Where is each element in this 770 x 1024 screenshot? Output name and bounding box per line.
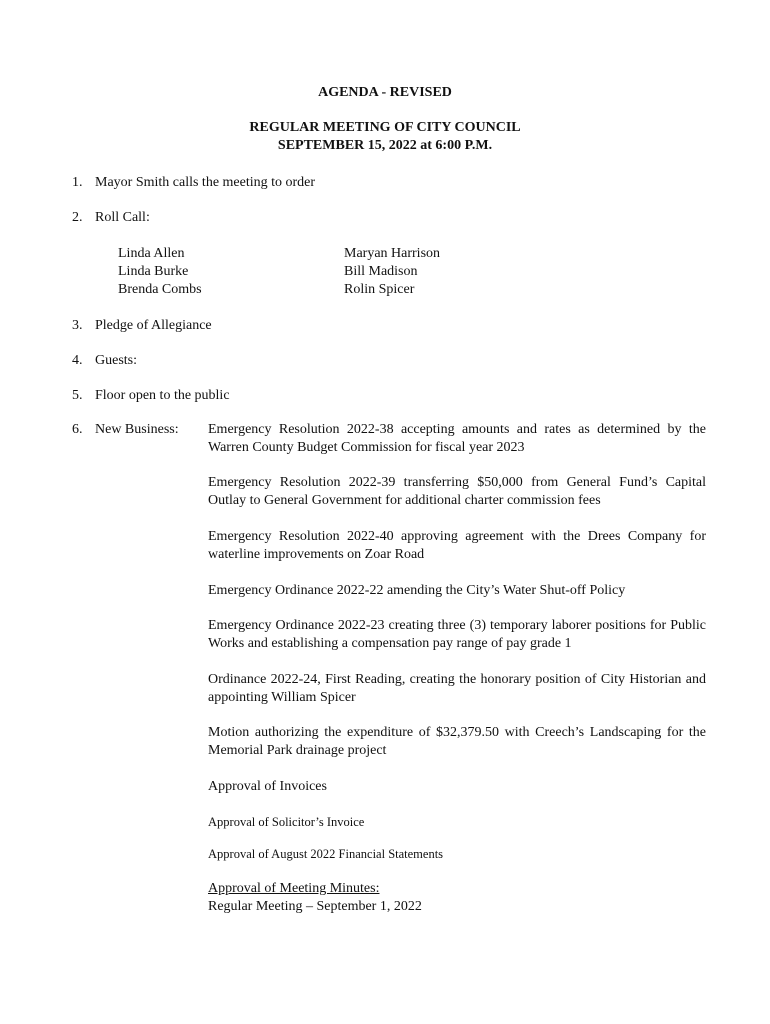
roll-call-name: Bill Madison [344,264,418,279]
agenda-title: AGENDA - REVISED [318,85,452,100]
new-business-item: Emergency Ordinance 2022-22 amending the City’s Water Shut-off Policy [208,583,626,598]
roll-call-name: Rolin Spicer [344,282,415,297]
new-business-item: Emergency Resolution 2022-38 accepting amounts and rates as determined by the Warren County Budget Commission for fiscal year 2023 [208,422,706,455]
item-text: Mayor Smith calls the meeting to order [95,175,316,190]
item-text: Floor open to the public [95,388,230,403]
new-business-item: Emergency Resolution 2022-40 approving agreement with the Drees Company for waterline improvements on Zoar Road [208,529,706,562]
item-number: 1. [72,175,83,190]
new-business-item: Ordinance 2022-24, First Reading, creating the honorary position of City Historian and appointing William Spicer [208,672,706,705]
item-number: 3. [72,318,83,333]
new-business-item: Emergency Resolution 2022-39 transferring $50,000 from General Fund’s Capital Outlay to General Government for additional charter commission fees [208,475,706,508]
item-text: Pledge of Allegiance [95,318,212,333]
roll-call-name: Linda Burke [118,264,189,279]
roll-call-name: Brenda Combs [118,282,202,297]
meeting-date: SEPTEMBER 15, 2022 at 6:00 P.M. [277,138,493,153]
item-text: New Business: [95,422,179,437]
minutes-item: Regular Meeting – September 1, 2022 [208,899,422,914]
item-number: 5. [72,388,83,403]
new-business-item: Approval of Solicitor’s Invoice [208,815,365,829]
item-text: Guests: [95,353,137,368]
item-number: 4. [72,353,83,368]
roll-call-name: Maryan Harrison [344,246,441,261]
new-business-item: Emergency Ordinance 2022-23 creating three (3) temporary laborer positions for Public Works and establishing a compensation pay range of pay grade 1 [208,618,706,651]
new-business-item: Approval of August 2022 Financial Statements [208,847,444,861]
meeting-title: REGULAR MEETING OF CITY COUNCIL [249,120,521,135]
item-number: 6. [72,422,83,437]
roll-call-name: Linda Allen [118,246,185,261]
new-business-item: Motion authorizing the expenditure of $32,379.50 with Creech’s Landscaping for the Memorial Park drainage project [208,725,706,758]
minutes-heading: Approval of Meeting Minutes: [208,881,380,896]
item-text: Roll Call: [95,210,150,225]
new-business-item: Approval of Invoices [208,779,327,794]
item-number: 2. [72,210,83,225]
